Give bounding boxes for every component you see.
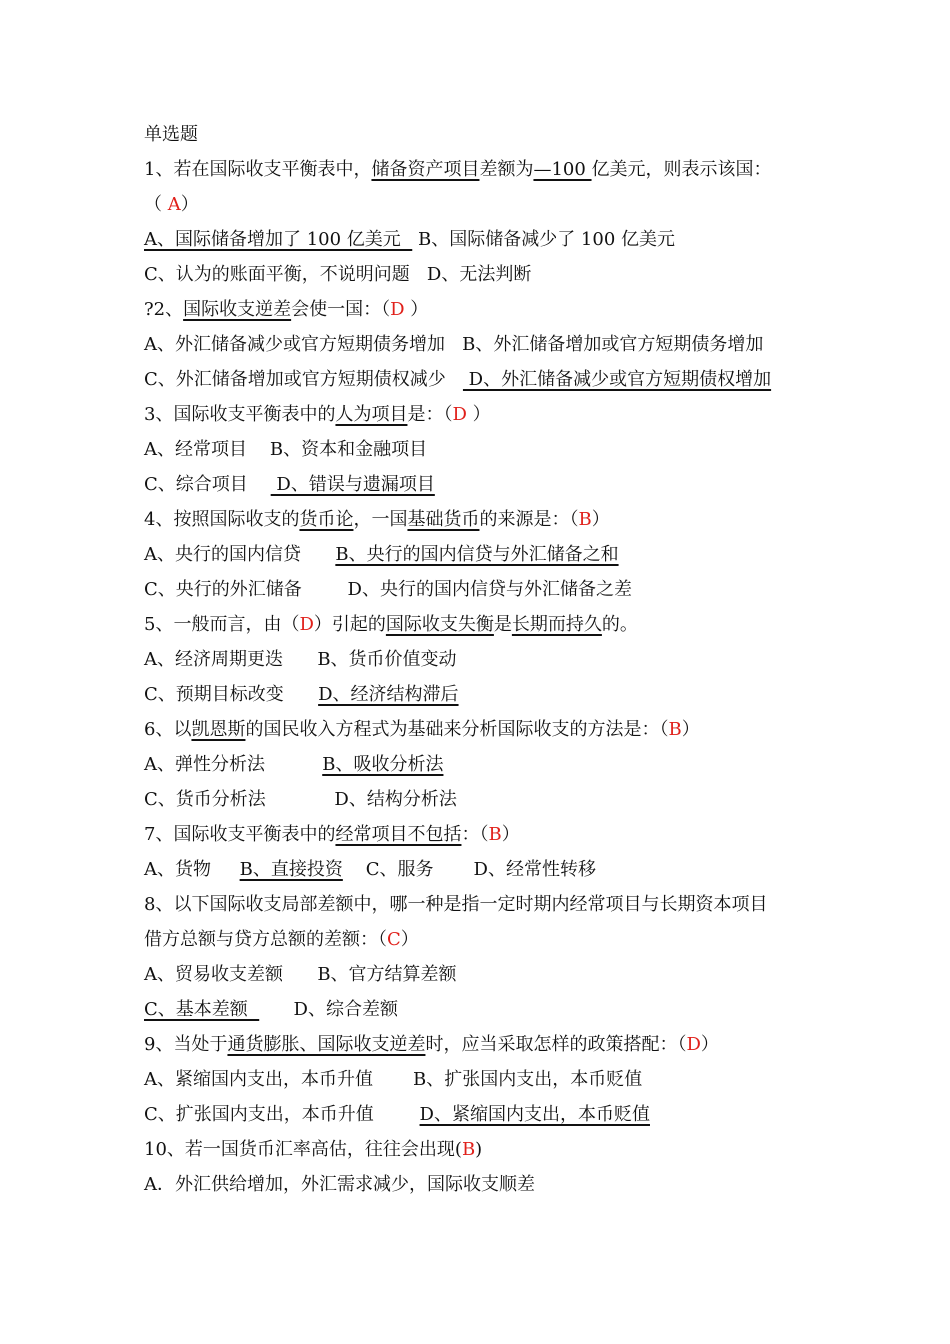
question-4-options-cd: C、央行的外汇储备 D、央行的国内信贷与外汇储备之差 [144,579,632,600]
question-6-options-cd: C、货币分析法 D、结构分析法 [144,789,457,810]
question-1-options-cd: C、认为的账面平衡，不说明问题 D、无法判断 [144,264,532,285]
question-9-options-ab: A、紧缩国内支出，本币升值 B、扩张国内支出，本币贬值 [144,1069,643,1090]
question-7-options: A、货物 B、直接投资 C、服务 D、经常性转移 [144,859,596,880]
answer-letter: D [390,299,405,320]
question-1-options-ab: A、国际储备增加了 100 亿美元 B、国际储备减少了 100 亿美元 [144,229,675,250]
question-8-options-cd: C、基本差额 D、综合差额 [144,999,398,1020]
answer-letter: D [686,1034,701,1055]
question-9-options-cd: C、扩张国内支出，本币升值 D、紧缩国内支出，本币贬值 [144,1104,650,1125]
question-2-options-cd: C、外汇储备增加或官方短期债权减少 D、外汇储备减少或官方短期债权增加 [144,369,772,390]
question-4: 4、按照国际收支的货币论，一国基础货币的来源是：（B） [144,509,610,530]
question-10-option-a: A．外汇供给增加，外汇需求减少，国际收支顺差 [144,1174,535,1195]
question-4-options-ab: A、央行的国内信贷 B、央行的国内信贷与外汇储备之和 [144,544,619,565]
question-3-options-cd: C、综合项目 D、错误与遗漏项目 [144,474,435,495]
question-8-line-1: 8、以下国际收支局部差额中，哪一种是指一定时期内经常项目与长期资本项目 [144,894,768,915]
answer-letter: B [488,824,502,845]
question-8-line-2: 借方总额与贷方总额的差额：（C） [144,929,419,950]
answer-letter: B [461,1139,476,1160]
answer-letter: B [578,509,592,530]
question-6: 6、以凯恩斯的国民收入方程式为基础来分析国际收支的方法是：（B） [144,719,700,740]
question-2: ?2、国际收支逆差会使一国：（D ） [144,299,429,320]
question-1-answer: （ A） [144,194,199,215]
question-5-options-cd: C、预期目标改变 D、经济结构滞后 [144,684,459,705]
answer-letter: C [387,929,401,950]
question-10: 10、若一国货币汇率高估，往往会出现(B) [144,1139,483,1160]
question-5: 5、一般而言，由（D）引起的国际收支失衡是长期而持久的。 [144,614,638,635]
answer-letter: D [452,404,467,425]
question-6-options-ab: A、弹性分析法 B、吸收分析法 [144,754,444,775]
question-9: 9、当处于通货膨胀、国际收支逆差时，应当采取怎样的政策搭配：（D） [144,1034,719,1055]
question-5-options-ab: A、经济周期更迭 B、货币价值变动 [144,649,457,670]
answer-letter: A [167,194,181,215]
question-1: 1、若在国际收支平衡表中，储备资产项目差额为—100 亿美元，则表示该国： [144,159,772,180]
question-3-options-ab: A、经常项目 B、资本和金融项目 [144,439,428,460]
section-heading: 单选题 [144,124,198,145]
question-2-options-ab: A、外汇储备减少或官方短期债务增加 B、外汇储备增加或官方短期债务增加 [144,334,764,355]
answer-letter: B [668,719,682,740]
question-3: 3、国际收支平衡表中的人为项目是：（D ） [144,404,491,425]
question-8-options-ab: A、贸易收支差额 B、官方结算差额 [144,964,457,985]
question-7: 7、国际收支平衡表中的经常项目不包括：（B） [144,824,520,845]
answer-letter: D [299,614,314,635]
